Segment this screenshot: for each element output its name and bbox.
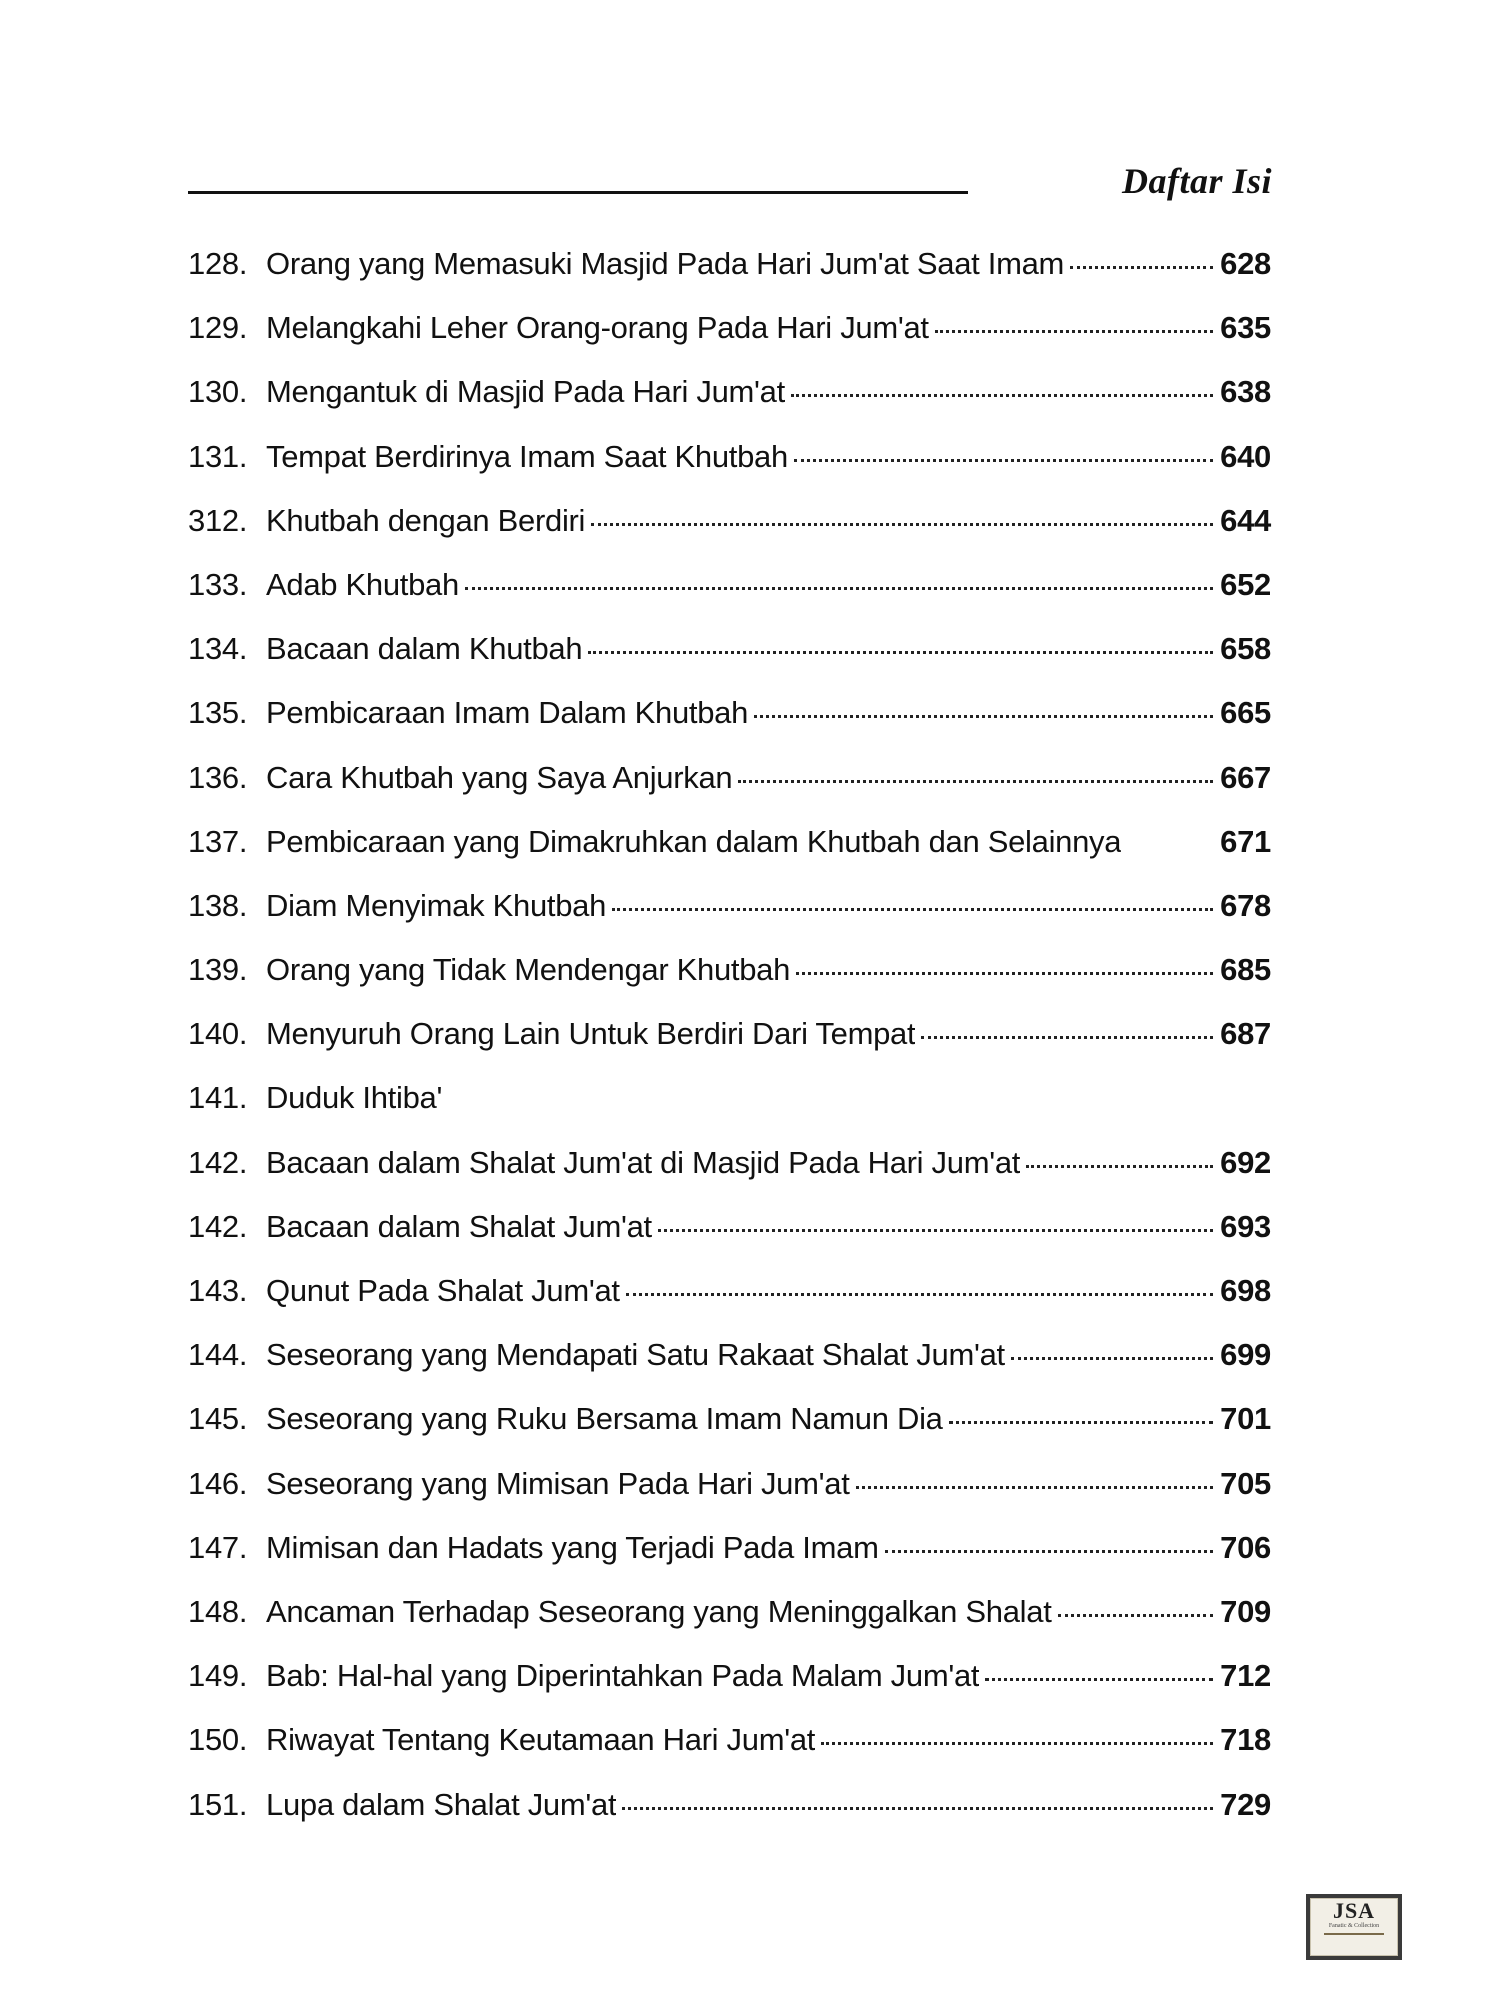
toc-dot-leader (588, 651, 1213, 654)
toc-entry-number: 138. (188, 887, 248, 923)
toc-entry-number: 150. (188, 1722, 248, 1758)
jsa-stamp-logo (1306, 1894, 1402, 1960)
toc-entry (188, 631, 1271, 695)
toc-entry-number: 145. (188, 1401, 248, 1437)
toc-entry-number: 129. (188, 310, 248, 346)
toc-entry-title: Khutbah dengan Berdiri (266, 502, 586, 538)
toc-entry-number: 312. (188, 502, 248, 538)
toc-entry-page: 701 (1220, 1401, 1271, 1437)
toc-entry (188, 1787, 1271, 1851)
toc-dot-leader (738, 780, 1213, 783)
toc-dot-leader (1026, 1165, 1213, 1168)
toc-dot-leader (1070, 266, 1213, 269)
toc-entry-number: 135. (188, 695, 248, 731)
toc-entry-number: 146. (188, 1465, 248, 1501)
toc-entry-title: Mimisan dan Hadats yang Terjadi Pada Imam (266, 1529, 879, 1565)
toc-entry (188, 824, 1271, 888)
toc-entry-page: 665 (1220, 695, 1271, 731)
toc-entry-page: 712 (1220, 1658, 1271, 1694)
toc-entry-title: Tempat Berdirinya Imam Saat Khutbah (266, 438, 788, 474)
toc-dot-leader (626, 1293, 1213, 1296)
toc-entry-number: 139. (188, 952, 248, 988)
toc-entry-title: Diam Menyimak Khutbah (266, 887, 607, 923)
toc-entry-page: 640 (1220, 438, 1271, 474)
toc-entry-title: Seseorang yang Ruku Bersama Imam Namun Dia (266, 1401, 943, 1437)
page-title: Daftar Isi (1121, 161, 1272, 201)
toc-entry (188, 374, 1271, 438)
toc-entry-number: 133. (188, 566, 248, 602)
toc-entry-page: 658 (1220, 631, 1271, 667)
toc-dot-leader (921, 1036, 1213, 1039)
toc-entry-number: 148. (188, 1593, 248, 1629)
toc-entry-page: 667 (1220, 759, 1271, 795)
toc-entry (188, 1401, 1271, 1465)
stamp-title: JSA (1332, 1898, 1376, 1923)
toc-dot-leader (985, 1678, 1213, 1681)
toc-entry-page: 635 (1220, 310, 1271, 346)
toc-entry (188, 567, 1271, 631)
toc-dot-leader (1011, 1357, 1213, 1360)
toc-entry-title: Bab: Hal-hal yang Diperintahkan Pada Malam Jum'at (266, 1658, 980, 1694)
toc-entry (188, 1016, 1271, 1080)
toc-entry-title: Orang yang Tidak Mendengar Khutbah (266, 952, 791, 988)
toc-dot-leader (856, 1486, 1213, 1489)
toc-entry-page: 685 (1220, 952, 1271, 988)
toc-entry-page: 729 (1220, 1786, 1271, 1822)
toc-entry (188, 1530, 1271, 1594)
header-rule (188, 191, 968, 194)
toc-dot-leader (591, 523, 1213, 526)
toc-entry-number: 144. (188, 1337, 248, 1373)
toc-entry (188, 1145, 1271, 1209)
toc-entry-page: 638 (1220, 374, 1271, 410)
toc-entry (188, 439, 1271, 503)
toc-entry-title: Bacaan dalam Shalat Jum'at (266, 1208, 652, 1244)
toc-entry-title: Qunut Pada Shalat Jum'at (266, 1273, 620, 1308)
toc-entry-title: Pembicaraan Imam Dalam Khutbah (266, 695, 749, 731)
toc-entry-title: Melangkahi Leher Orang-orang Pada Hari Jum'at (266, 310, 929, 346)
toc-entry-number: 128. (188, 246, 248, 281)
toc-entry (188, 1658, 1271, 1722)
toc-entry (188, 1209, 1271, 1273)
toc-entry-page: 644 (1220, 502, 1271, 538)
toc-entry-number: 140. (188, 1016, 248, 1052)
toc-dot-leader (794, 459, 1213, 462)
toc-entry-title: Riwayat Tentang Keutamaan Hari Jum'at (266, 1722, 816, 1758)
toc-entry (188, 1466, 1271, 1530)
toc-dot-leader (1058, 1614, 1213, 1617)
toc-entry (188, 952, 1271, 1016)
toc-entry (188, 888, 1271, 952)
toc-entry-page: 718 (1220, 1722, 1271, 1758)
toc-entry (188, 695, 1271, 759)
toc-entry-title: Cara Khutbah yang Saya Anjurkan (266, 759, 733, 795)
table-of-contents (188, 246, 1271, 1851)
toc-entry-page: 692 (1220, 1144, 1271, 1180)
toc-entry-title: Seseorang yang Mimisan Pada Hari Jum'at (266, 1465, 850, 1501)
toc-entry (188, 310, 1271, 374)
toc-dot-leader (622, 1807, 1213, 1810)
toc-entry-title: Mengantuk di Masjid Pada Hari Jum'at (266, 374, 785, 410)
toc-dot-leader (791, 394, 1213, 397)
toc-entry-page: 698 (1220, 1273, 1271, 1308)
toc-entry-title: Lupa dalam Shalat Jum'at (266, 1786, 617, 1822)
toc-entry-page: 628 (1220, 246, 1271, 281)
toc-entry-title: Adab Khutbah (266, 566, 459, 602)
toc-entry-number: 134. (188, 631, 248, 667)
toc-entry (188, 503, 1271, 567)
toc-entry-number: 142. (188, 1144, 248, 1180)
toc-entry-page: 671 (1220, 823, 1271, 859)
toc-entry-number: 136. (188, 759, 248, 795)
toc-entry-title: Menyuruh Orang Lain Untuk Berdiri Dari Tempat (266, 1016, 916, 1052)
toc-entry-page: 687 (1220, 1016, 1271, 1052)
toc-entry-number: 130. (188, 374, 248, 410)
toc-entry (188, 1337, 1271, 1401)
toc-entry (188, 1722, 1271, 1786)
toc-dot-leader (821, 1742, 1213, 1745)
toc-entry-title: Bacaan dalam Khutbah (266, 631, 583, 667)
toc-entry-title: Duduk Ihtiba' (266, 1080, 443, 1116)
toc-entry (188, 760, 1271, 824)
toc-entry (188, 1594, 1271, 1658)
toc-entry-page: 699 (1220, 1337, 1271, 1373)
toc-dot-leader (949, 1421, 1213, 1424)
toc-entry (188, 1080, 1271, 1144)
stamp-subtitle: Fanatic & Collection (1328, 1923, 1380, 1929)
toc-dot-leader (935, 330, 1213, 333)
toc-dot-leader (658, 1229, 1213, 1232)
toc-entry-page: 652 (1220, 566, 1271, 602)
toc-entry-page: 709 (1220, 1593, 1271, 1629)
toc-dot-leader (612, 908, 1213, 911)
toc-dot-leader (796, 972, 1213, 975)
toc-entry-number: 147. (188, 1529, 248, 1565)
toc-entry-title: Pembicaraan yang Dimakruhkan dalam Khutbah dan Selainnya (266, 823, 1122, 859)
toc-entry (188, 246, 1271, 310)
toc-entry-number: 137. (188, 823, 248, 859)
toc-entry-number: 151. (188, 1786, 248, 1822)
toc-entry-page: 706 (1220, 1529, 1271, 1565)
toc-entry (188, 1273, 1271, 1337)
toc-entry-page: 705 (1220, 1465, 1271, 1501)
stamp-divider (1324, 1933, 1384, 1935)
toc-entry-number: 142. (188, 1208, 248, 1244)
toc-entry-page: 693 (1220, 1208, 1271, 1244)
toc-dot-leader (754, 715, 1213, 718)
toc-entry-title: Seseorang yang Mendapati Satu Rakaat Shalat Jum'at (266, 1337, 1005, 1373)
toc-entry-title: Ancaman Terhadap Seseorang yang Meninggalkan Shalat (266, 1593, 1052, 1629)
toc-dot-leader (465, 587, 1213, 590)
toc-entry-number: 141. (188, 1080, 248, 1116)
toc-entry-number: 131. (188, 438, 248, 474)
toc-entry-title: Bacaan dalam Shalat Jum'at di Masjid Pada Hari Jum'at (266, 1144, 1021, 1180)
toc-dot-leader (885, 1550, 1213, 1553)
toc-entry-title: Orang yang Memasuki Masjid Pada Hari Jum'at Saat Imam (266, 246, 1065, 281)
toc-entry-number: 143. (188, 1273, 248, 1308)
toc-entry-number: 149. (188, 1658, 248, 1694)
toc-entry-page: 678 (1220, 887, 1271, 923)
